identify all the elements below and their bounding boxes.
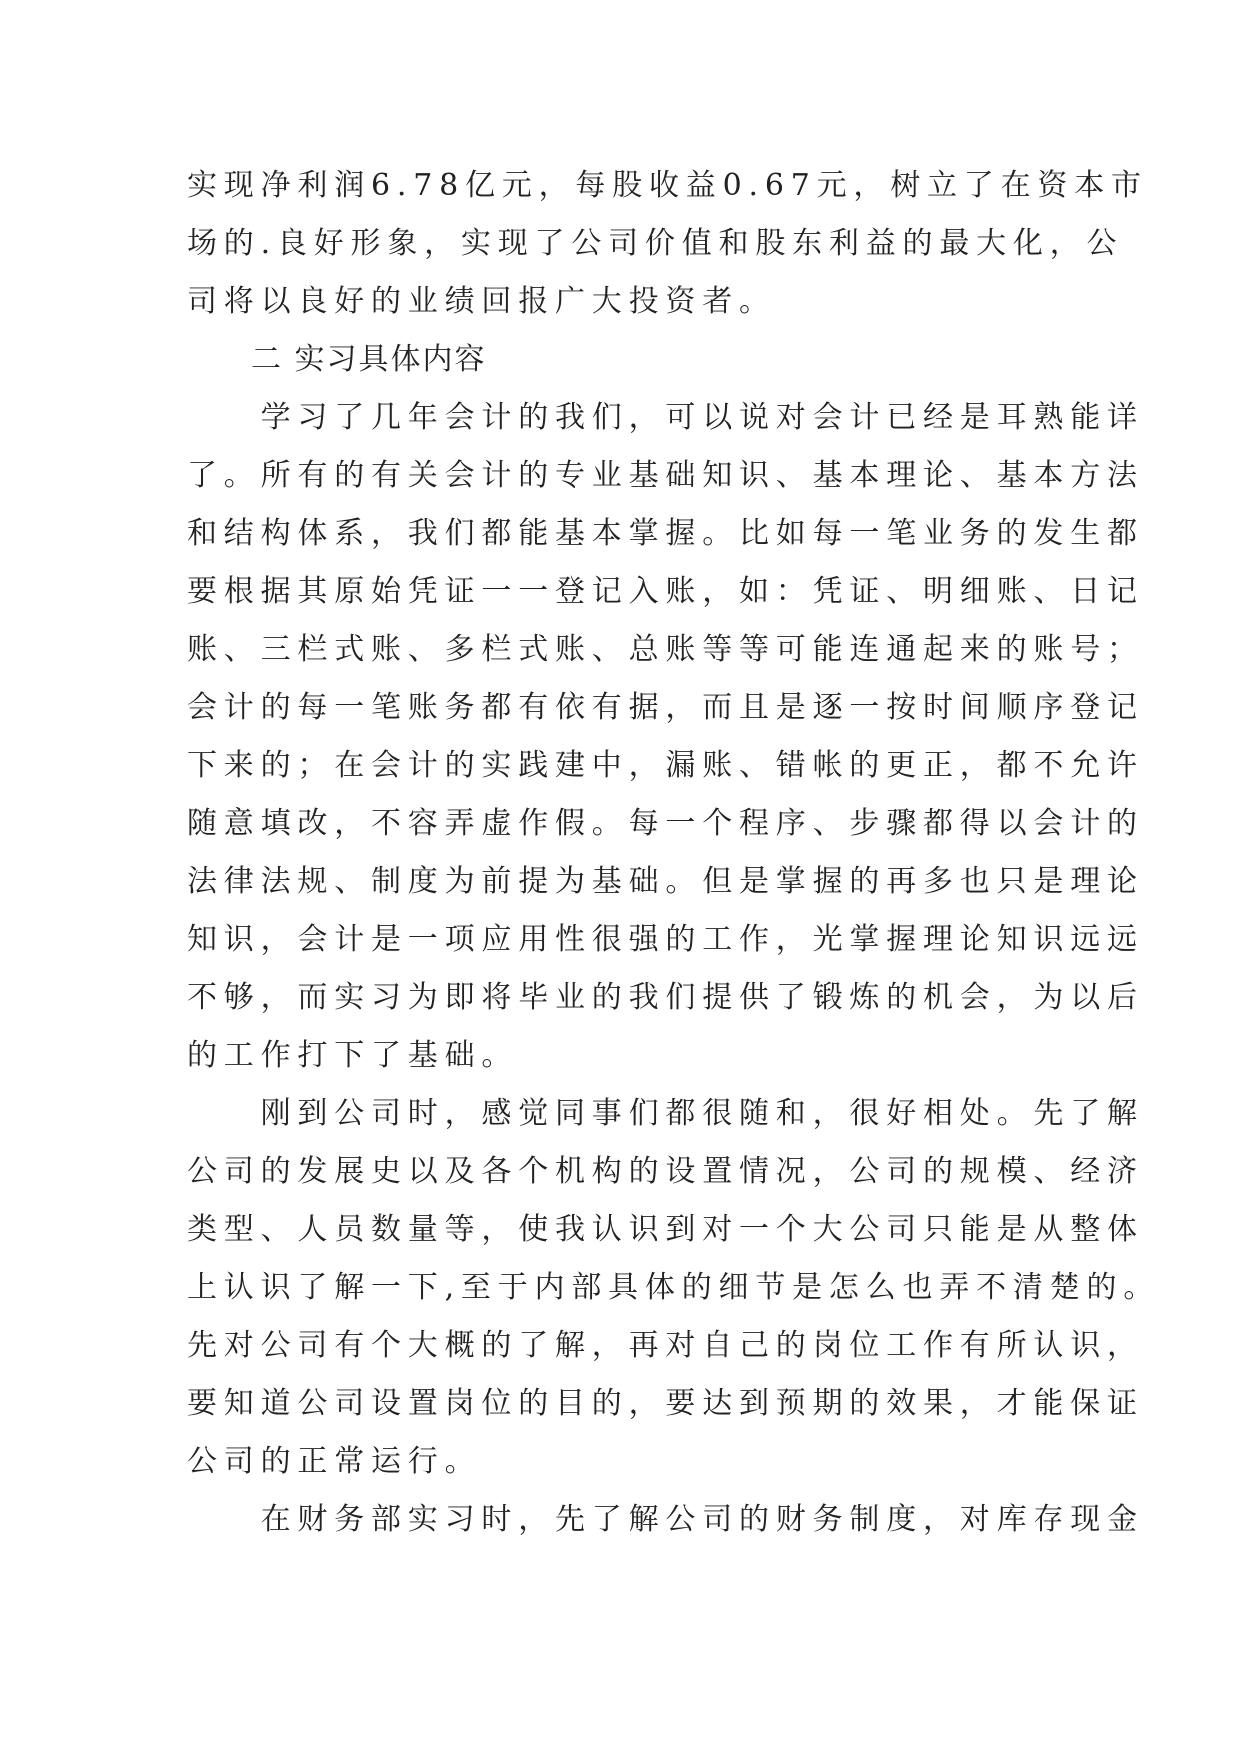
section-heading: 二 实习具体内容	[187, 342, 487, 377]
text-line: 的工作打下了基础。	[187, 1038, 519, 1073]
text-line: 上认识了解一下,至于内部具体的细节是怎么也弄不清楚的。	[187, 1270, 1161, 1305]
text-line: 要知道公司设置岗位的目的，要达到预期的效果，才能保证	[187, 1386, 1144, 1421]
text-line: 会计的每一笔账务都有依有据，而且是逐一按时间顺序登记	[187, 690, 1144, 725]
text-line: 知识，会计是一项应用性很强的工作，光掌握理论知识远远	[187, 922, 1144, 957]
text-line: 要根据其原始凭证一一登记入账，如：凭证、明细账、日记	[187, 574, 1144, 609]
text-line: 在财务部实习时，先了解公司的财务制度，对库存现金	[187, 1502, 1144, 1537]
text-line: 类型、人员数量等，使我认识到对一个大公司只能是从整体	[187, 1212, 1144, 1247]
text-line: 学习了几年会计的我们，可以说对会计已经是耳熟能详	[187, 400, 1144, 435]
text-line: 不够，而实习为即将毕业的我们提供了锻炼的机会，为以后	[187, 980, 1144, 1015]
text-line: 刚到公司时，感觉同事们都很随和，很好相处。先了解	[187, 1096, 1144, 1131]
text-line: 和结构体系，我们都能基本掌握。比如每一笔业务的发生都	[187, 516, 1144, 551]
text-line: 实现净利润6.78亿元，每股收益0.67元，树立了在资本市	[187, 168, 1148, 203]
text-line: 随意填改，不容弄虚作假。每一个程序、步骤都得以会计的	[187, 806, 1144, 841]
text-line: 先对公司有个大概的了解，再对自己的岗位工作有所认识，	[187, 1328, 1144, 1363]
text-line: 了。所有的有关会计的专业基础知识、基本理论、基本方法	[187, 458, 1144, 493]
text-line: 下来的；在会计的实践建中，漏账、错帐的更正，都不允许	[187, 748, 1144, 783]
text-line: 场的.良好形象，实现了公司价值和股东利益的最大化，公	[187, 226, 1124, 261]
document-body	[187, 157, 1161, 1549]
text-line: 法律法规、制度为前提为基础。但是掌握的再多也只是理论	[187, 864, 1144, 899]
text-line: 公司的正常运行。	[187, 1444, 482, 1479]
text-line: 司将以良好的业绩回报广大投资者。	[187, 284, 776, 319]
text-line: 账、三栏式账、多栏式账、总账等等可能连通起来的账号；	[187, 632, 1144, 667]
text-line: 公司的发展史以及各个机构的设置情况，公司的规模、经济	[187, 1154, 1144, 1189]
